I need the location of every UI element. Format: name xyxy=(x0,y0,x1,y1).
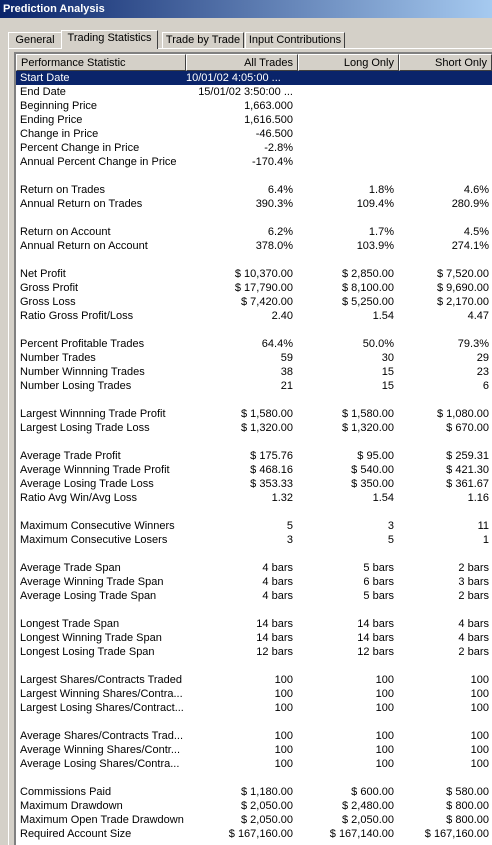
long-only-cell xyxy=(298,71,397,85)
short-only-cell: 274.1% xyxy=(451,240,489,252)
all-trades-cell: 100 xyxy=(274,758,293,770)
long-only-cell: 1.54 xyxy=(372,492,394,504)
all-trades-cell: $ 1,580.00 xyxy=(241,408,293,420)
long-only-cell: $ 2,050.00 xyxy=(342,814,394,826)
table-spacer-row xyxy=(16,603,492,617)
all-trades-cell: 100 xyxy=(274,730,293,742)
tab-input-contributions-label: Input Contributions xyxy=(248,34,342,46)
short-only-cell: 2 bars xyxy=(458,646,489,658)
table-spacer-row xyxy=(16,505,492,519)
all-trades-cell: 38 xyxy=(280,366,293,378)
column-header-row xyxy=(16,54,492,71)
all-trades-cell: 1,616.500 xyxy=(244,114,293,126)
all-trades-cell: 3 xyxy=(286,534,293,546)
table-row[interactable] xyxy=(16,141,492,155)
stat-name-cell: Gross Loss xyxy=(20,296,76,308)
table-spacer-row xyxy=(16,715,492,729)
long-only-cell: $ 600.00 xyxy=(351,786,394,798)
all-trades-cell: $ 10,370.00 xyxy=(234,268,293,280)
all-trades-cell: 10/01/02 4:05:00 ... xyxy=(186,72,281,84)
table-row[interactable] xyxy=(16,589,492,603)
long-only-cell: 109.4% xyxy=(356,198,394,210)
stat-name-cell: Start Date xyxy=(20,72,70,84)
all-trades-cell: -170.4% xyxy=(252,156,293,168)
stat-name-cell: Number Trades xyxy=(20,352,96,364)
long-only-cell: 5 bars xyxy=(363,562,394,574)
stat-name-cell: Maximum Consecutive Losers xyxy=(20,534,168,546)
stat-name-cell: Largest Winnning Trade Profit xyxy=(20,408,166,420)
statistics-list-view[interactable] xyxy=(14,52,492,845)
all-trades-cell: 1.32 xyxy=(271,492,293,504)
table-row[interactable] xyxy=(16,281,492,295)
table-row[interactable] xyxy=(16,183,492,197)
all-trades-cell: 12 bars xyxy=(256,646,293,658)
table-spacer-row xyxy=(16,659,492,673)
long-only-cell: 103.9% xyxy=(356,240,394,252)
stat-name-cell: Largest Shares/Contracts Traded xyxy=(20,674,183,686)
all-trades-cell: $ 2,050.00 xyxy=(241,800,293,812)
short-only-cell: $ 421.30 xyxy=(446,464,489,476)
long-only-cell: 12 bars xyxy=(357,646,394,658)
all-trades-cell: 378.0% xyxy=(255,240,293,252)
short-only-cell: $ 670.00 xyxy=(446,422,489,434)
stat-name-cell: Average Losing Trade Loss xyxy=(20,478,154,490)
table-row[interactable] xyxy=(16,687,492,701)
table-row[interactable] xyxy=(16,785,492,799)
table-row[interactable] xyxy=(16,673,492,687)
short-only-cell: $ 259.31 xyxy=(446,450,489,462)
table-row[interactable] xyxy=(16,449,492,463)
stat-name-cell: Average Winning Shares/Contr... xyxy=(20,744,180,756)
stat-name-cell: Return on Account xyxy=(20,226,111,238)
stat-name-cell: Percent Change in Price xyxy=(20,142,140,154)
window-title: Prediction Analysis xyxy=(3,3,105,15)
tab-trading-statistics[interactable] xyxy=(61,30,158,49)
long-only-cell: 100 xyxy=(375,674,394,686)
long-only-cell: $ 2,850.00 xyxy=(342,268,394,280)
short-only-cell: 6 xyxy=(482,380,489,392)
stat-name-cell: Average Winning Trade Span xyxy=(20,576,164,588)
long-only-cell xyxy=(298,141,397,155)
all-trades-cell: $ 468.16 xyxy=(250,464,293,476)
long-only-cell: $ 5,250.00 xyxy=(342,296,394,308)
window-title-bar xyxy=(0,0,492,18)
long-only-cell xyxy=(298,155,397,169)
short-only-cell: 79.3% xyxy=(457,338,489,350)
table-row[interactable] xyxy=(16,575,492,589)
stat-name-cell: Maximum Consecutive Winners xyxy=(20,520,175,532)
all-trades-cell: 15/01/02 3:50:00 ... xyxy=(198,86,293,98)
long-only-cell: 100 xyxy=(375,730,394,742)
table-row[interactable] xyxy=(16,365,492,379)
stat-name-cell: Maximum Open Trade Drawdown xyxy=(20,814,184,826)
table-spacer-row xyxy=(16,323,492,337)
long-only-cell: 1.8% xyxy=(368,184,394,196)
long-only-cell: $ 540.00 xyxy=(351,464,394,476)
tab-general[interactable] xyxy=(8,32,62,48)
column-header-short-only[interactable]: Short Only xyxy=(399,54,492,71)
stat-name-cell: Longest Losing Trade Span xyxy=(20,646,155,658)
short-only-cell xyxy=(399,127,492,141)
all-trades-cell: 5 xyxy=(286,520,293,532)
short-only-cell: $ 800.00 xyxy=(446,814,489,826)
short-only-cell: 100 xyxy=(470,730,489,742)
long-only-cell: 14 bars xyxy=(357,632,394,644)
short-only-cell xyxy=(399,85,492,99)
all-trades-cell: 100 xyxy=(274,744,293,756)
short-only-cell xyxy=(399,141,492,155)
long-only-cell: 1.54 xyxy=(372,310,394,322)
table-row[interactable] xyxy=(16,239,492,253)
all-trades-cell: 100 xyxy=(274,674,293,686)
table-row[interactable] xyxy=(16,421,492,435)
table-row[interactable] xyxy=(16,701,492,715)
all-trades-cell: $ 2,050.00 xyxy=(241,814,293,826)
stat-name-cell: Longest Winning Trade Span xyxy=(20,632,162,644)
long-only-cell xyxy=(298,99,397,113)
stat-name-cell: Commissions Paid xyxy=(20,786,112,798)
long-only-cell: $ 8,100.00 xyxy=(342,282,394,294)
all-trades-cell: 21 xyxy=(280,380,293,392)
table-row[interactable] xyxy=(16,631,492,645)
short-only-cell: $ 580.00 xyxy=(446,786,489,798)
long-only-cell: $ 2,480.00 xyxy=(342,800,394,812)
table-row[interactable] xyxy=(16,295,492,309)
stat-name-cell: Ending Price xyxy=(20,114,83,126)
table-row[interactable] xyxy=(16,799,492,813)
column-header-performance-statistic[interactable]: Performance Statistic xyxy=(16,54,186,71)
tab-trade-by-trade[interactable] xyxy=(162,32,244,48)
all-trades-cell: $ 17,790.00 xyxy=(234,282,293,294)
stat-name-cell: Average Losing Trade Span xyxy=(20,590,157,602)
short-only-cell: 4 bars xyxy=(458,632,489,644)
table-spacer-row xyxy=(16,547,492,561)
stat-name-cell: Percent Profitable Trades xyxy=(20,338,145,350)
long-only-cell: 100 xyxy=(375,688,394,700)
short-only-cell: 4.5% xyxy=(463,226,489,238)
short-only-cell: 100 xyxy=(470,702,489,714)
table-row[interactable] xyxy=(16,743,492,757)
all-trades-cell: -2.8% xyxy=(264,142,293,154)
short-only-cell: 2 bars xyxy=(458,590,489,602)
long-only-cell: $ 167,140.00 xyxy=(329,828,394,840)
table-row[interactable] xyxy=(16,337,492,351)
table-row[interactable] xyxy=(16,617,492,631)
stat-name-cell: Largest Losing Shares/Contract... xyxy=(20,702,184,714)
tab-trading-statistics-label: Trading Statistics xyxy=(67,32,152,44)
all-trades-cell: $ 175.76 xyxy=(250,450,293,462)
tab-general-label: General xyxy=(15,34,55,46)
stat-name-cell: Largest Losing Trade Loss xyxy=(20,422,150,434)
all-trades-cell: 390.3% xyxy=(255,198,293,210)
long-only-cell: $ 1,320.00 xyxy=(342,422,394,434)
stat-name-cell: End Date xyxy=(20,86,66,98)
table-row[interactable] xyxy=(16,379,492,393)
table-row[interactable] xyxy=(16,113,492,127)
long-only-cell: 6 bars xyxy=(363,576,394,588)
table-row[interactable] xyxy=(16,85,492,99)
table-row[interactable] xyxy=(16,645,492,659)
all-trades-cell: 14 bars xyxy=(256,618,293,630)
table-spacer-row xyxy=(16,771,492,785)
long-only-cell: 15 xyxy=(381,380,394,392)
short-only-cell: 1.16 xyxy=(467,492,489,504)
short-only-cell: 2 bars xyxy=(458,562,489,574)
stat-name-cell: Number Winnning Trades xyxy=(20,366,145,378)
table-row[interactable] xyxy=(16,491,492,505)
table-row[interactable] xyxy=(16,827,492,841)
all-trades-cell: 64.4% xyxy=(261,338,293,350)
table-row[interactable] xyxy=(16,757,492,771)
table-row[interactable] xyxy=(16,407,492,421)
short-only-cell: 100 xyxy=(470,758,489,770)
stat-name-cell: Gross Profit xyxy=(20,282,79,294)
table-row[interactable] xyxy=(16,197,492,211)
short-only-cell: $ 167,160.00 xyxy=(424,828,489,840)
column-header-all-trades[interactable]: All Trades xyxy=(186,54,298,71)
table-row[interactable] xyxy=(16,533,492,547)
long-only-cell: $ 350.00 xyxy=(351,478,394,490)
all-trades-cell: $ 1,180.00 xyxy=(241,786,293,798)
long-only-cell: 100 xyxy=(375,758,394,770)
tab-input-contributions[interactable] xyxy=(245,32,345,48)
long-only-cell: 50.0% xyxy=(362,338,394,350)
short-only-cell: 4 bars xyxy=(458,618,489,630)
long-only-cell xyxy=(298,85,397,99)
short-only-cell: $ 1,080.00 xyxy=(437,408,489,420)
tab-trade-by-trade-label: Trade by Trade xyxy=(165,34,241,46)
short-only-cell: $ 9,690.00 xyxy=(437,282,489,294)
all-trades-cell: 6.4% xyxy=(267,184,293,196)
table-spacer-row xyxy=(16,169,492,183)
table-row[interactable] xyxy=(16,267,492,281)
short-only-cell: 29 xyxy=(476,352,489,364)
long-only-cell: 5 xyxy=(387,534,394,546)
all-trades-cell: 1,663.000 xyxy=(244,100,293,112)
table-row[interactable] xyxy=(16,813,492,827)
table-row[interactable] xyxy=(16,561,492,575)
stat-name-cell: Ratio Avg Win/Avg Loss xyxy=(20,492,137,504)
long-only-cell xyxy=(298,113,397,127)
stat-name-cell: Average Trade Profit xyxy=(20,450,121,462)
long-only-cell: 15 xyxy=(381,366,394,378)
table-spacer-row xyxy=(16,393,492,407)
table-row[interactable] xyxy=(16,309,492,323)
all-trades-cell: 4 bars xyxy=(262,590,293,602)
table-row[interactable] xyxy=(16,463,492,477)
all-trades-cell: $ 353.33 xyxy=(250,478,293,490)
short-only-cell: 4.47 xyxy=(467,310,489,322)
stat-name-cell: Average Shares/Contracts Trad... xyxy=(20,730,184,742)
short-only-cell xyxy=(399,99,492,113)
short-only-cell xyxy=(399,113,492,127)
short-only-cell: 3 bars xyxy=(458,576,489,588)
table-row[interactable] xyxy=(16,225,492,239)
short-only-cell: $ 2,170.00 xyxy=(437,296,489,308)
short-only-cell xyxy=(399,71,492,85)
long-only-cell xyxy=(298,127,397,141)
stat-name-cell: Required Account Size xyxy=(20,828,132,840)
stat-name-cell: Annual Return on Trades xyxy=(20,198,143,210)
short-only-cell: $ 800.00 xyxy=(446,800,489,812)
table-row[interactable] xyxy=(16,519,492,533)
all-trades-cell: 59 xyxy=(280,352,293,364)
stat-name-cell: Largest Winning Shares/Contra... xyxy=(20,688,183,700)
stat-name-cell: Average Winnning Trade Profit xyxy=(20,464,170,476)
all-trades-cell: 2.40 xyxy=(271,310,293,322)
all-trades-cell: 100 xyxy=(274,702,293,714)
long-only-cell: 14 bars xyxy=(357,618,394,630)
all-trades-cell: 100 xyxy=(274,688,293,700)
short-only-cell: 4.6% xyxy=(463,184,489,196)
table-row[interactable] xyxy=(16,477,492,491)
table-row[interactable] xyxy=(16,729,492,743)
long-only-cell: $ 1,580.00 xyxy=(342,408,394,420)
short-only-cell: 1 xyxy=(482,534,489,546)
all-trades-cell: $ 1,320.00 xyxy=(241,422,293,434)
short-only-cell: 100 xyxy=(470,688,489,700)
long-only-cell: 100 xyxy=(375,744,394,756)
all-trades-cell: $ 167,160.00 xyxy=(228,828,293,840)
short-only-cell: 100 xyxy=(470,674,489,686)
short-only-cell xyxy=(399,155,492,169)
table-spacer-row xyxy=(16,435,492,449)
table-row[interactable] xyxy=(16,351,492,365)
long-only-cell: $ 95.00 xyxy=(357,450,394,462)
long-only-cell: 100 xyxy=(375,702,394,714)
stat-name-cell: Average Losing Shares/Contra... xyxy=(20,758,180,770)
stat-name-cell: Longest Trade Span xyxy=(20,618,120,630)
short-only-cell: 23 xyxy=(476,366,489,378)
stat-name-cell: Return on Trades xyxy=(20,184,105,196)
all-trades-cell: 6.2% xyxy=(267,226,293,238)
short-only-cell: 100 xyxy=(470,744,489,756)
stat-name-cell: Net Profit xyxy=(20,268,66,280)
stat-name-cell: Number Losing Trades xyxy=(20,380,132,392)
long-only-cell: 1.7% xyxy=(368,226,394,238)
stat-name-cell: Maximum Drawdown xyxy=(20,800,123,812)
all-trades-cell: -46.500 xyxy=(255,128,293,140)
short-only-cell: 280.9% xyxy=(451,198,489,210)
table-spacer-row xyxy=(16,211,492,225)
table-row[interactable] xyxy=(16,127,492,141)
long-only-cell: 3 xyxy=(387,520,394,532)
short-only-cell: $ 7,520.00 xyxy=(437,268,489,280)
stat-name-cell: Annual Percent Change in Price xyxy=(20,156,177,168)
stat-name-cell: Annual Return on Account xyxy=(20,240,148,252)
all-trades-cell: 4 bars xyxy=(262,576,293,588)
all-trades-cell: 14 bars xyxy=(256,632,293,644)
long-only-cell: 5 bars xyxy=(363,590,394,602)
all-trades-cell: $ 7,420.00 xyxy=(241,296,293,308)
table-spacer-row xyxy=(16,253,492,267)
short-only-cell: 11 xyxy=(477,520,489,532)
long-only-cell: 30 xyxy=(381,352,394,364)
stat-name-cell: Beginning Price xyxy=(20,100,98,112)
table-row[interactable] xyxy=(16,99,492,113)
all-trades-cell: 4 bars xyxy=(262,562,293,574)
column-header-long-only[interactable]: Long Only xyxy=(298,54,399,71)
table-row[interactable] xyxy=(16,155,492,169)
stat-name-cell: Change in Price xyxy=(20,128,99,140)
short-only-cell: $ 361.67 xyxy=(446,478,489,490)
stat-name-cell: Average Trade Span xyxy=(20,562,121,574)
table-row[interactable] xyxy=(16,71,492,85)
stat-name-cell: Ratio Gross Profit/Loss xyxy=(20,310,134,322)
